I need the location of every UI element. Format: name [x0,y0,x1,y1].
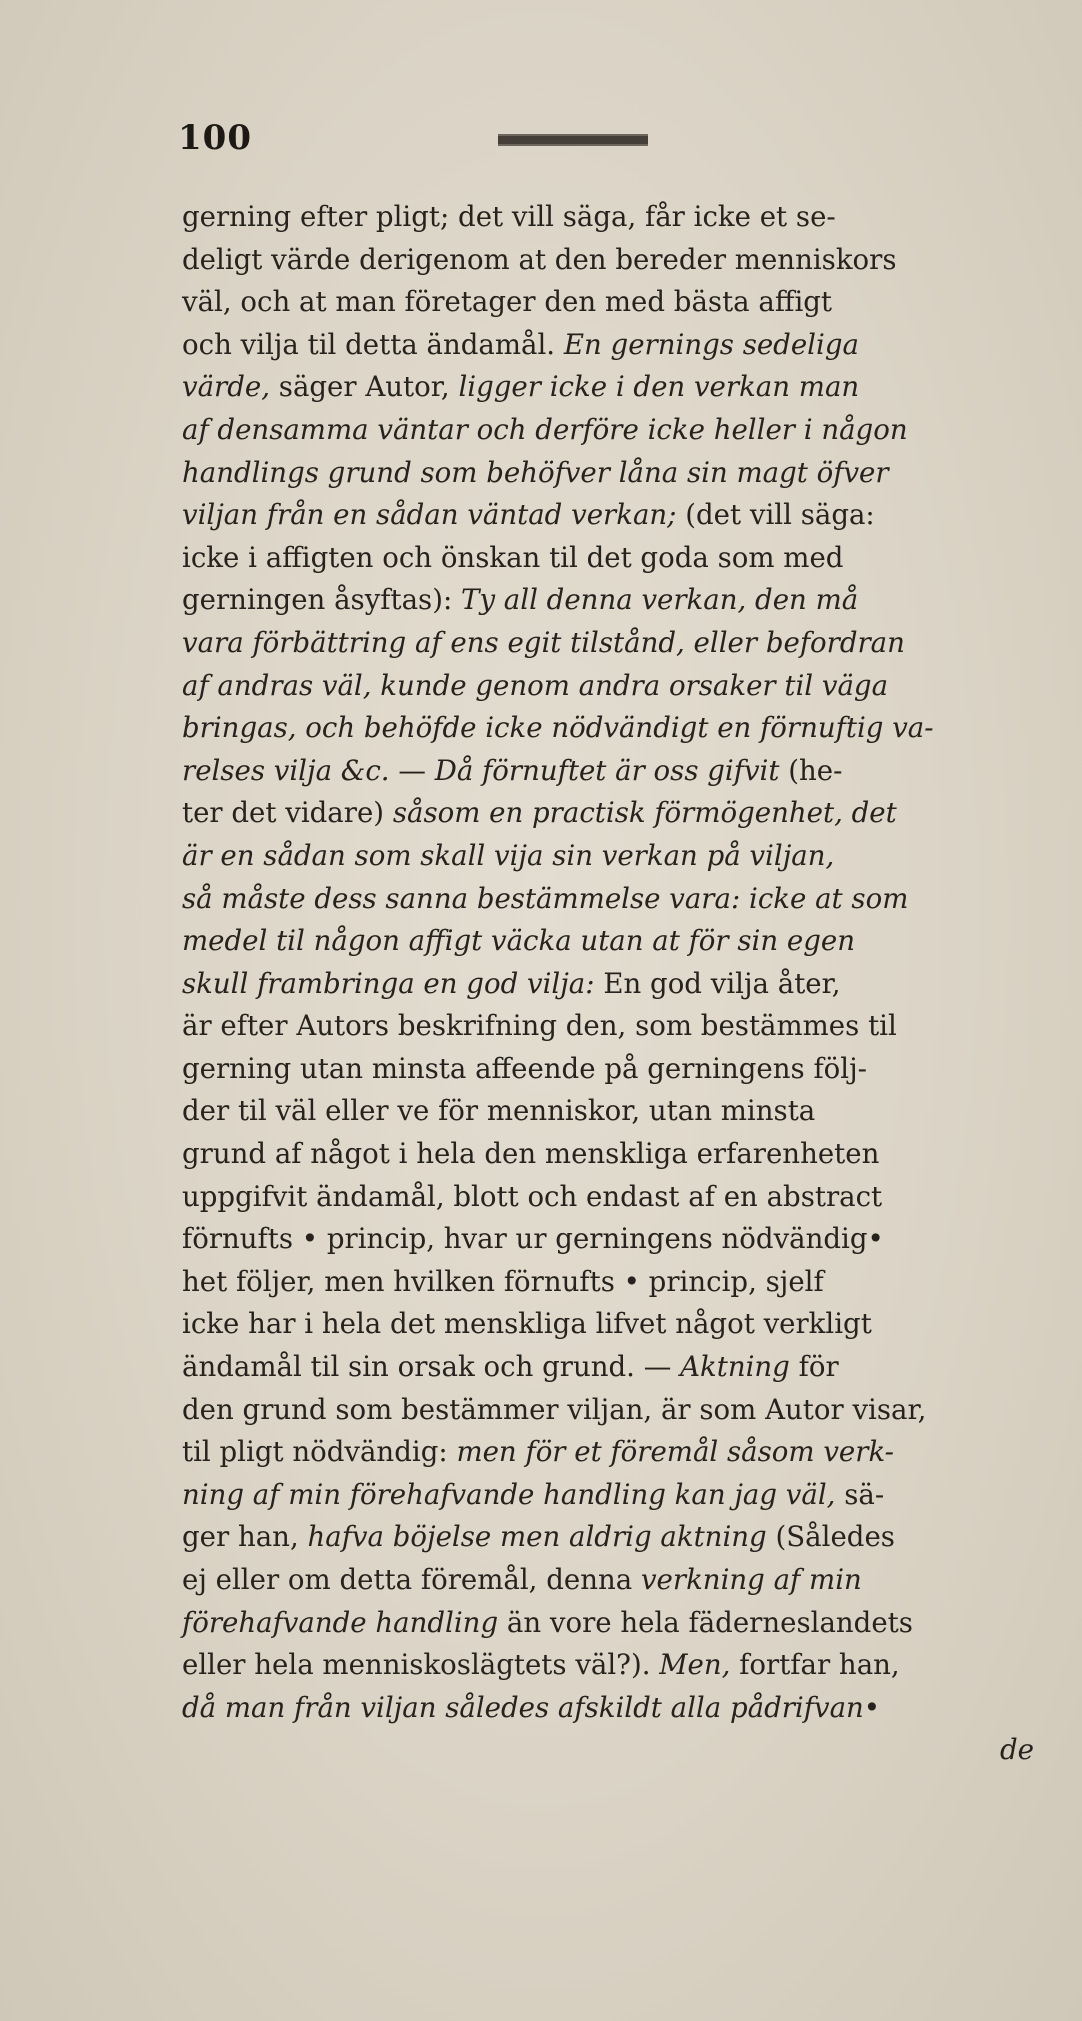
text-line [182,1602,1042,1645]
text-line [182,920,1042,963]
page-number: 100 [178,118,252,158]
text-segment: gerningen åsyftas): [182,583,462,617]
text-segment: den grund som bestämmer viljan, är som Autor visar, [182,1392,927,1426]
text-segment: än vore hela fäderneslandets [506,1605,913,1639]
text-segment: säger Autor, [278,370,459,404]
italic-text-segment: förehafvande handling [182,1605,507,1639]
text-line [182,366,1042,409]
italic-text-segment: viljan från en sådan väntad verkan; [182,498,686,532]
text-segment: ger han, [182,1520,308,1554]
text-line [182,1218,1042,1261]
text-line [182,196,1042,239]
text-line [182,1090,1042,1133]
text-line [182,452,1042,495]
text-line [182,1559,1042,1602]
text-line [182,1687,1042,1730]
text-line [182,1516,1042,1559]
text-line [182,1005,1042,1048]
catchword: de [1000,1733,1034,1767]
text-segment: är efter Autors beskrifning den, som bestämmes til [182,1009,897,1043]
italic-text-segment: En gernings sedeliga [563,327,859,361]
text-line [182,792,1042,835]
text-segment: gerning efter pligt; det vill säga, får icke et se- [182,200,836,233]
text-line [182,494,1042,537]
text-segment: uppgifvit ändamål, blott och endast af en abstract [182,1179,883,1213]
text-segment: icke har i hela det menskliga lifvet något verkligt [182,1307,872,1341]
text-segment: icke i affigten och önskan til det goda som med [182,540,844,574]
italic-text-segment: men för et föremål såsom verk- [456,1435,895,1469]
text-segment: ter det vidare) [182,796,393,830]
italic-text-segment: Aktning [680,1350,799,1384]
text-segment: (he- [788,753,843,787]
text-line [182,1048,1042,1091]
text-line [182,579,1042,622]
italic-text-segment: Men, [659,1648,740,1682]
text-segment: väl, och at man företager den med bästa affigt [182,285,833,319]
italic-text-segment: relses vilja &c. [182,753,399,787]
text-line [182,409,1042,452]
text-line [182,1431,1042,1474]
italic-text-segment: af andras väl, kunde genom andra orsaker til väga [182,668,889,702]
text-segment: fortfar han, [739,1648,900,1682]
text-line [182,239,1042,282]
text-segment: grund af något i hela den menskliga erfarenheten [182,1137,880,1171]
text-segment: förnufts • princip, hvar ur gerningens nödvändig• [182,1222,884,1256]
italic-text-segment: medel til någon affigt väcka utan at för sin egen [182,924,856,958]
text-line [182,878,1042,921]
text-segment: En god vilja åter, [603,966,841,1000]
italic-text-segment: af densamma väntar och derföre icke heller i någon [182,412,908,446]
text-segment: sä- [844,1477,885,1511]
italic-text-segment: verkning af min [640,1563,862,1596]
text-segment: (Således [775,1520,895,1554]
italic-text-segment: hafva böjelse men aldrig aktning [307,1520,776,1554]
text-line [182,963,1042,1006]
italic-text-segment: så måste dess sanna bestämmelse vara: icke at som [182,881,909,915]
text-segment: (det vill säga: [685,498,875,532]
text-line [182,281,1042,324]
text-segment: ej eller om detta föremål, denna [182,1563,641,1596]
text-segment: deligt värde derigenom at den bereder menniskors [182,242,897,276]
italic-text-segment: ligger icke i den verkan man [458,370,860,404]
italic-text-segment: vara förbättring af ens egit tilstånd, eller befordran [182,625,905,659]
text-segment: för [798,1350,839,1384]
text-line [182,835,1042,878]
text-line [182,324,1042,367]
text-segment: — [398,753,435,787]
italic-text-segment: då man från viljan således afskildt alla pådrifvan• [182,1690,881,1724]
text-line [182,1346,1042,1389]
text-line [182,1389,1042,1432]
text-segment: och vilja til detta ändamål. [182,327,564,361]
text-segment: het följer, men hvilken förnufts • princip, sjelf [182,1264,824,1298]
italic-text-segment: såsom en practisk förmögenhet, det [392,796,897,830]
body-text [182,196,1042,1772]
text-line [182,622,1042,665]
text-line [182,707,1042,750]
text-segment: ändamål til sin orsak och grund. — [182,1350,681,1384]
italic-text-segment: bringas, och behöfde icke nödvändigt en förnuftig va- [182,711,934,745]
text-segment: gerning utan minsta affeende på gerningens följ- [182,1051,867,1085]
text-line [182,1261,1042,1304]
italic-text-segment: handlings grund som behöfver låna sin magt öfver [182,455,889,489]
italic-text-segment: är en sådan som skall vija sin verkan på viljan, [182,838,835,872]
text-segment: der til väl eller ve för menniskor, utan minsta [182,1094,816,1128]
text-line [182,537,1042,580]
text-line [182,1644,1042,1687]
text-segment: eller hela menniskoslägtets väl?). [182,1648,660,1682]
italic-text-segment: Ty all denna verkan, den må [461,583,859,617]
text-line [182,1176,1042,1219]
italic-text-segment: skull frambringa en god vilja: [182,966,604,1000]
text-segment: til pligt nödvändig: [182,1435,457,1469]
text-line [182,1303,1042,1346]
page-header [178,118,698,158]
italic-text-segment: ning af min förehafvande handling kan jag väl, [182,1477,845,1511]
italic-text-segment: värde, [182,370,279,404]
text-line [182,1474,1042,1517]
text-line [182,750,1042,793]
italic-text-segment: Då förnuftet är oss gifvit [434,753,789,787]
text-line [182,665,1042,708]
text-line [182,1133,1042,1176]
header-ornament-rule [498,134,648,146]
